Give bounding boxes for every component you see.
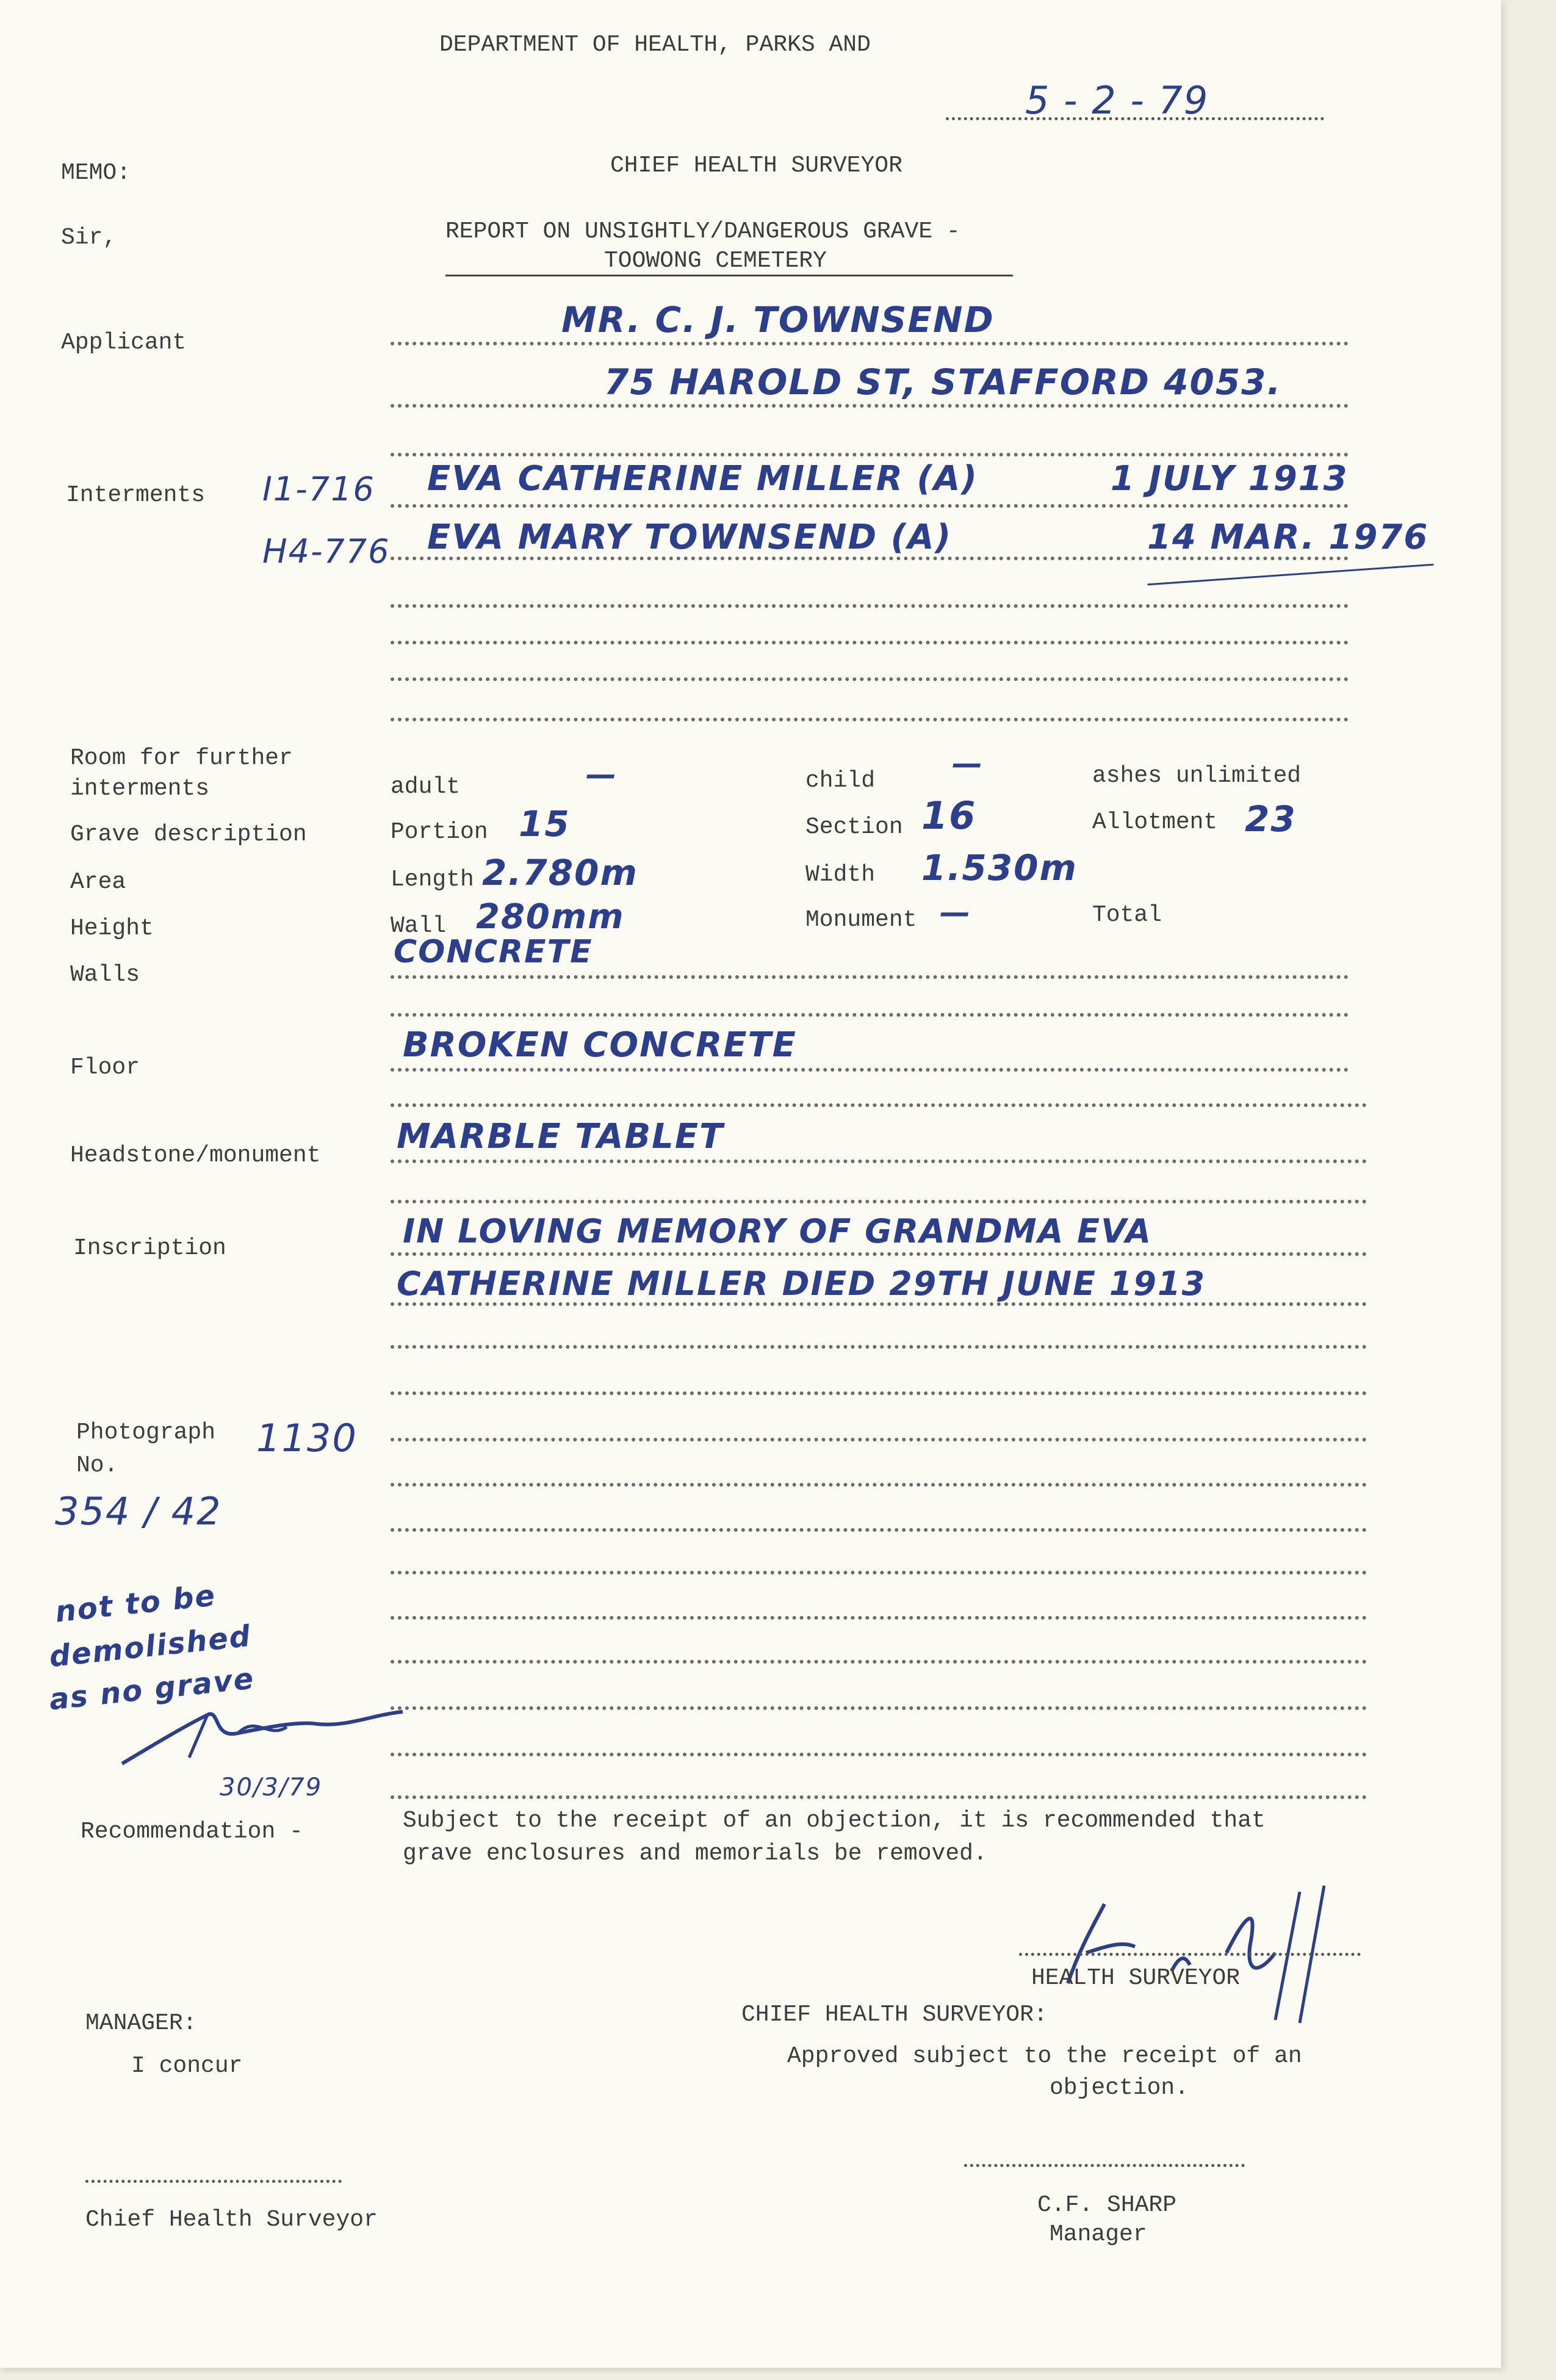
interment-line-6 (391, 718, 1349, 721)
margin-signature (116, 1703, 421, 1776)
interment-name-1: EVA CATHERINE MILLER (A) (427, 459, 978, 499)
section-label: Section (805, 814, 903, 840)
health-surveyor-sign-line (1019, 1953, 1361, 1956)
monument-value: — (940, 895, 971, 930)
photo-line-7 (391, 1706, 1367, 1710)
photograph-number: 1130 (256, 1416, 358, 1460)
applicant-label: Applicant (61, 330, 187, 356)
child-label: child (805, 768, 876, 794)
interment-line-4 (391, 641, 1349, 644)
chief-block-label: CHIEF HEALTH SURVEYOR: (741, 2002, 1048, 2028)
inscription-dots-2 (391, 1302, 1367, 1306)
inscription-line-2: CATHERINE MILLER DIED 29TH JUNE 1913 (397, 1264, 1206, 1303)
margin-note-line-3: as no grave (47, 1661, 256, 1717)
room-label: Room for further interments (70, 745, 293, 802)
photo-line-6 (391, 1660, 1367, 1664)
chief-approved-1: Approved subject to the receipt of an (787, 2043, 1302, 2069)
portion-value: 15 (519, 803, 571, 845)
inscription-dots-4 (391, 1391, 1367, 1395)
allotment-value: 23 (1245, 798, 1297, 840)
photo-line-2 (391, 1483, 1367, 1487)
applicant-address: 75 HAROLD ST, STAFFORD 4053. (604, 361, 1282, 403)
headstone-label: Headstone/monument (70, 1142, 321, 1169)
inscription-dots-1 (391, 1252, 1367, 1256)
chief-health-surveyor-label: Chief Health Surveyor (85, 2207, 378, 2233)
applicant-line-3 (391, 453, 1349, 456)
manager-concur: I concur (131, 2053, 243, 2079)
salutation: Sir, (61, 225, 117, 251)
interment-line-1 (391, 504, 1349, 508)
margin-note-line-2: demolished (47, 1618, 253, 1675)
wall-value: 280mm (476, 897, 625, 937)
memo-recipient: CHIEF HEALTH SURVEYOR (610, 153, 902, 179)
length-value: 2.780m (482, 852, 638, 893)
headstone-line-2 (391, 1200, 1367, 1203)
length-label: Length (391, 867, 474, 893)
department-heading: DEPARTMENT OF HEALTH, PARKS AND (439, 32, 871, 58)
floor-label: Floor (70, 1055, 140, 1081)
recommendation-text-2: grave enclosures and memorials be removed. (403, 1841, 987, 1867)
wall-label: Wall (391, 913, 447, 939)
title-underline (445, 275, 1013, 276)
inscription-line-1: IN LOVING MEMORY OF GRANDMA EVA (403, 1212, 1152, 1250)
report-title: REPORT ON UNSIGHTLY/DANGEROUS GRAVE - (445, 218, 960, 245)
memo-date: 5 - 2 - 79 (1025, 78, 1209, 123)
recommendation-text-1: Subject to the receipt of an objection, it is recommended that (403, 1808, 1266, 1834)
interment-name-2: EVA MARY TOWNSEND (A) (427, 517, 953, 557)
floor-line-2 (391, 1103, 1367, 1107)
walls-label: Walls (70, 962, 140, 988)
interment-date-underline (1147, 564, 1433, 586)
applicant-line-1 (391, 342, 1349, 345)
walls-line-2 (391, 1013, 1349, 1017)
interment-date-1: 1 JULY 1913 (1111, 459, 1349, 499)
headstone-value: MARBLE TABLET (397, 1117, 724, 1156)
manager-signer-name: C.F. SHARP (1037, 2192, 1177, 2218)
portion-label: Portion (391, 819, 488, 845)
photo-line-4 (391, 1571, 1367, 1574)
inscription-dots-3 (391, 1345, 1367, 1349)
walls-line (391, 975, 1349, 979)
photo-line-3 (391, 1528, 1367, 1532)
floor-value: BROKEN CONCRETE (403, 1025, 797, 1065)
interment-line-3 (391, 604, 1349, 608)
photo-line-5 (391, 1616, 1367, 1620)
manager-sign-line (964, 2164, 1245, 2167)
photograph-label: Photograph (76, 1419, 216, 1446)
photo-line-1 (391, 1438, 1367, 1441)
floor-line (391, 1068, 1349, 1072)
interment-code-1: I1-716 (262, 470, 375, 508)
margin-note-line-1: not to be (53, 1578, 218, 1629)
chief-approved-2: objection. (1050, 2075, 1189, 2101)
interments-label: Interments (66, 482, 206, 508)
photo-line-9 (391, 1795, 1367, 1799)
headstone-line (391, 1159, 1367, 1163)
interment-line-2 (391, 557, 1349, 560)
grave-description-label: Grave description (70, 821, 307, 848)
photo-line-8 (391, 1753, 1367, 1756)
photograph-no-label: No. (76, 1452, 118, 1479)
memo-label: MEMO: (61, 160, 131, 186)
width-value: 1.530m (921, 847, 1078, 889)
photograph-ref: 354 / 42 (55, 1489, 222, 1534)
ashes-label: ashes unlimited (1092, 763, 1302, 789)
applicant-line-2 (391, 404, 1349, 408)
width-label: Width (805, 862, 876, 888)
inscription-label: Inscription (73, 1235, 226, 1261)
area-label: Area (70, 869, 126, 895)
chief-sign-line (85, 2180, 342, 2183)
interment-date-2: 14 MAR. 1976 (1147, 517, 1429, 557)
applicant-name: MR. C. J. TOWNSEND (561, 299, 995, 341)
child-value: — (952, 746, 984, 781)
cemetery-name: TOOWONG CEMETERY (604, 248, 827, 274)
recommendation-label: Recommendation - (81, 1819, 303, 1845)
adult-value: — (586, 757, 618, 792)
interment-line-5 (391, 677, 1349, 681)
interment-code-2: H4-776 (262, 532, 391, 571)
manager-signer-role: Manager (1050, 2221, 1147, 2248)
health-surveyor-label: HEALTH SURVEYOR (1031, 1965, 1241, 1991)
total-label: Total (1092, 902, 1162, 928)
margin-note-date: 30/3/79 (220, 1773, 323, 1801)
allotment-label: Allotment (1092, 809, 1218, 835)
height-label: Height (70, 915, 154, 942)
manager-label: MANAGER: (85, 2010, 197, 2036)
monument-label: Monument (805, 907, 917, 933)
walls-value: CONCRETE (394, 934, 593, 970)
adult-label: adult (391, 774, 461, 800)
section-value: 16 (921, 793, 977, 838)
